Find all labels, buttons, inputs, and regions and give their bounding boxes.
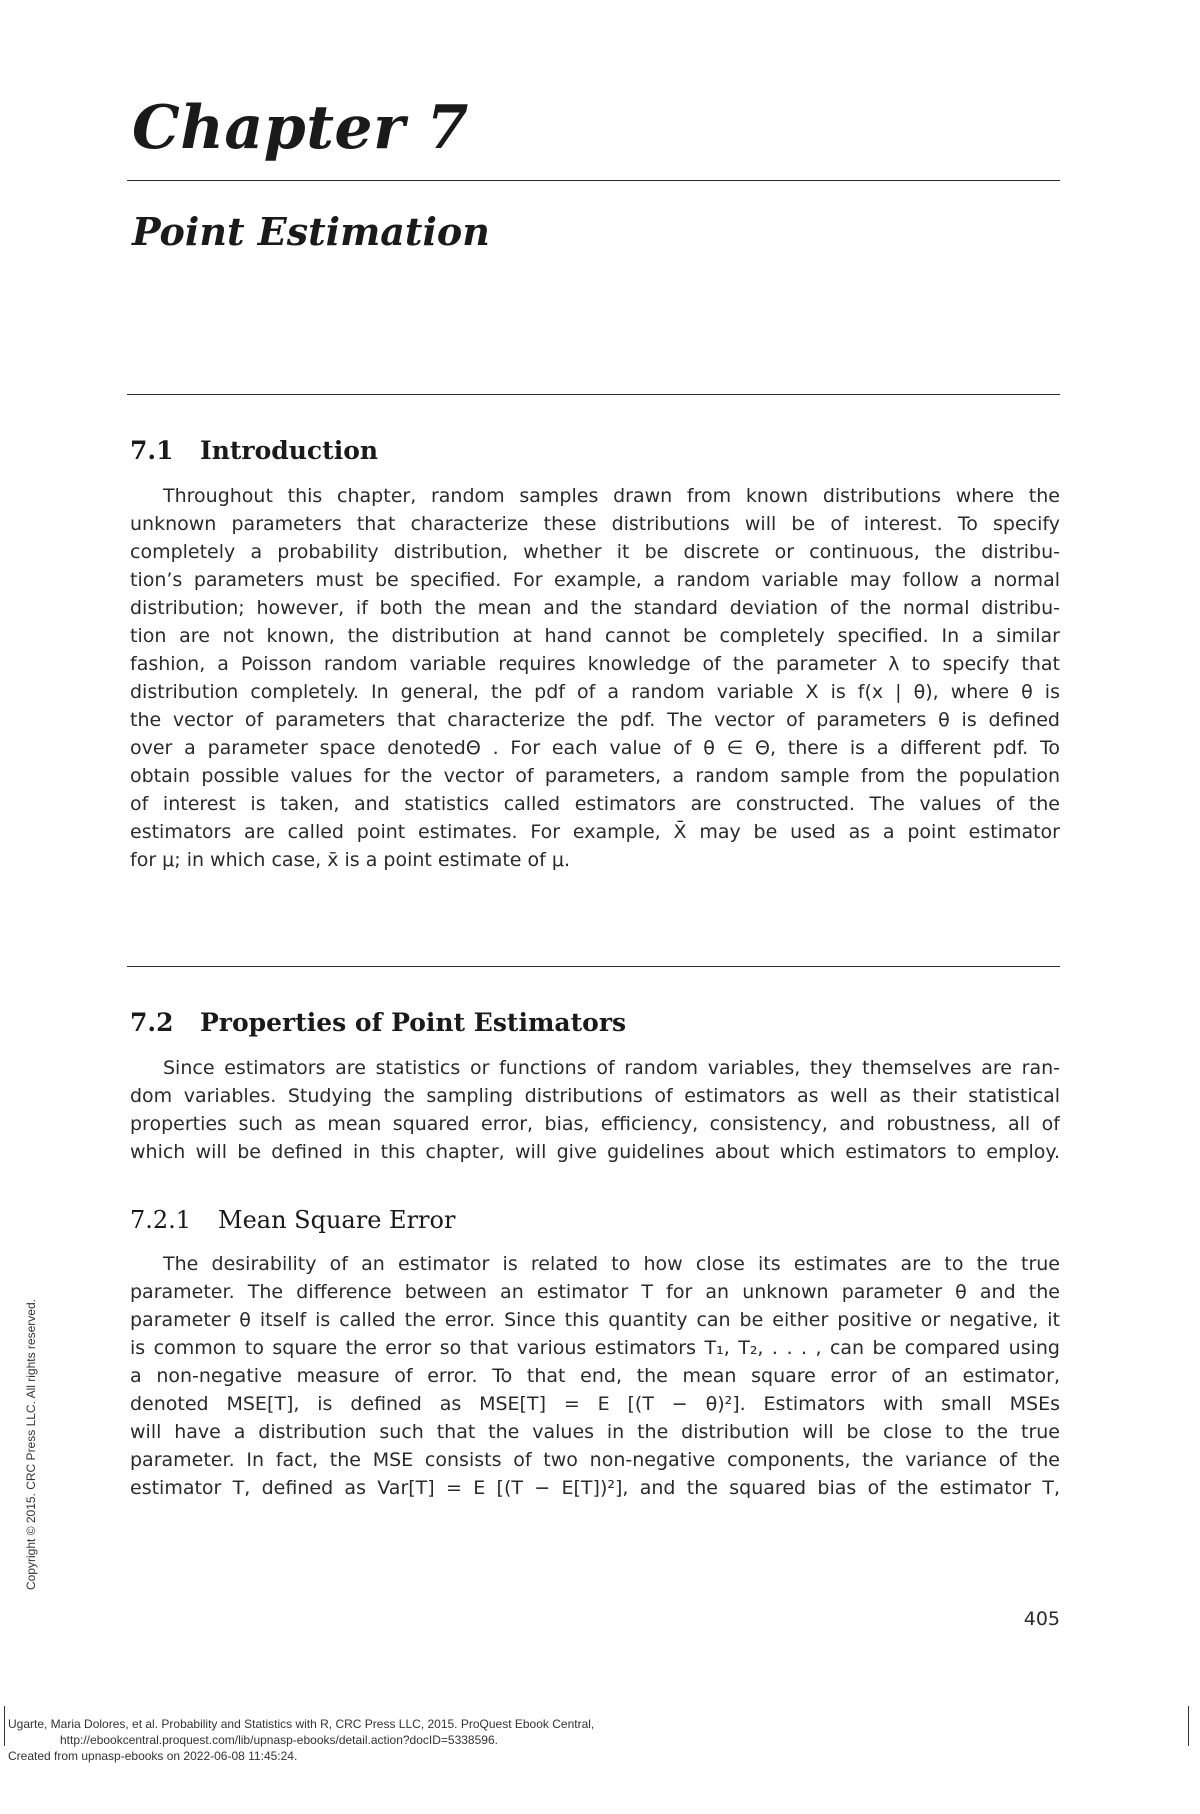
citation-footer	[8, 1716, 594, 1764]
text-line: estimator T, defined as Var[T] = E [(T − E[T])²], and the squared bias of the estimator T,	[130, 1477, 1060, 1499]
mse-paragraph	[130, 1250, 1060, 1502]
chapter-title: Point Estimation	[132, 209, 490, 254]
chapter-label: Chapter 7	[132, 93, 469, 163]
section-divider	[127, 394, 1060, 395]
text-line: of interest is taken, and statistics called estimators are constructed. The values of the	[130, 793, 1060, 815]
citation-bar-left	[4, 1706, 5, 1746]
text-line: The desirability of an estimator is related to how close its estimates are to the true	[163, 1253, 1060, 1275]
section-heading-introduction	[130, 436, 378, 466]
section-heading-properties	[130, 1008, 626, 1038]
text-line: which will be defined in this chapter, will give guidelines about which estimators to employ.	[130, 1141, 1060, 1163]
text-line: is common to square the error so that various estimators T₁, T₂, . . . , can be compared using	[130, 1337, 1060, 1359]
text-line: parameter. In fact, the MSE consists of two non-negative components, the variance of the	[130, 1449, 1060, 1471]
chapter-rule-top	[127, 180, 1060, 181]
text-line: Throughout this chapter, random samples drawn from known distributions where the	[163, 485, 1060, 507]
citation-created: Created from upnasp-ebooks on 2022-06-08 11:45:24.	[8, 1749, 298, 1763]
text-line: will have a distribution such that the values in the distribution will be close to the true	[130, 1421, 1060, 1443]
text-line: completely a probability distribution, whether it be discrete or continuous, the distribu-	[130, 541, 1060, 563]
text-line: unknown parameters that characterize these distributions will be of interest. To specify	[130, 513, 1060, 535]
section-divider	[127, 966, 1060, 967]
text-line: estimators are called point estimates. For example, X̄ may be used as a point estimator	[130, 821, 1060, 843]
subsection-title: Mean Square Error	[218, 1206, 456, 1234]
text-line: a non-negative measure of error. To that end, the mean square error of an estimator,	[130, 1365, 1060, 1387]
text-line: dom variables. Studying the sampling distributions of estimators as well as their statistical	[130, 1085, 1060, 1107]
text-line: Since estimators are statistics or functions of random variables, they themselves are ran-	[163, 1057, 1060, 1079]
properties-paragraph	[130, 1054, 1060, 1166]
subsection-heading-mse	[130, 1205, 455, 1235]
text-line: tion’s parameters must be specified. For example, a random variable may follow a normal	[130, 569, 1060, 591]
section-number: 7.1	[130, 436, 174, 465]
introduction-paragraph	[130, 482, 1060, 874]
section-number: 7.2	[130, 1008, 174, 1037]
section-title: Properties of Point Estimators	[200, 1008, 627, 1037]
text-line: obtain possible values for the vector of parameters, a random sample from the population	[130, 765, 1060, 787]
text-line: for μ; in which case, x̄ is a point estimate of μ.	[130, 849, 571, 871]
text-line: tion are not known, the distribution at hand cannot be completely specified. In a similar	[130, 625, 1060, 647]
text-line: distribution; however, if both the mean and the standard deviation of the normal distribu-	[130, 597, 1060, 619]
citation-bar-right	[1188, 1706, 1189, 1746]
text-line: fashion, a Poisson random variable requires knowledge of the parameter λ to specify that	[130, 653, 1060, 675]
text-line: the vector of parameters that characterize the pdf. The vector of parameters θ is defined	[130, 709, 1060, 731]
citation-line: Ugarte, Maria Dolores, et al. Probability and Statistics with R, CRC Press LLC, 2015. ProQuest Ebook Central,	[8, 1717, 595, 1731]
subsection-number: 7.2.1	[130, 1206, 192, 1234]
section-title: Introduction	[200, 436, 379, 465]
citation-url[interactable]: http://ebookcentral.proquest.com/lib/upnasp-ebooks/detail.action?docID=5338596.	[60, 1733, 498, 1747]
text-line: parameter. The difference between an estimator T for an unknown parameter θ and the	[130, 1281, 1060, 1303]
text-line: denoted MSE[T], is defined as MSE[T] = E [(T − θ)²]. Estimators with small MSEs	[130, 1393, 1060, 1415]
text-line: distribution completely. In general, the pdf of a random variable X is f(x | θ), where θ is	[130, 681, 1060, 703]
page-number: 405	[1023, 1608, 1060, 1630]
text-line: over a parameter space denotedΘ . For each value of θ ∈ Θ, there is a different pdf. To	[130, 737, 1060, 759]
text-line: parameter θ itself is called the error. Since this quantity can be either positive or negative, it	[130, 1309, 1060, 1331]
text-line: properties such as mean squared error, bias, efficiency, consistency, and robustness, all of	[130, 1113, 1060, 1135]
copyright-notice: Copyright © 2015. CRC Press LLC. All rights reserved.	[24, 1299, 38, 1590]
